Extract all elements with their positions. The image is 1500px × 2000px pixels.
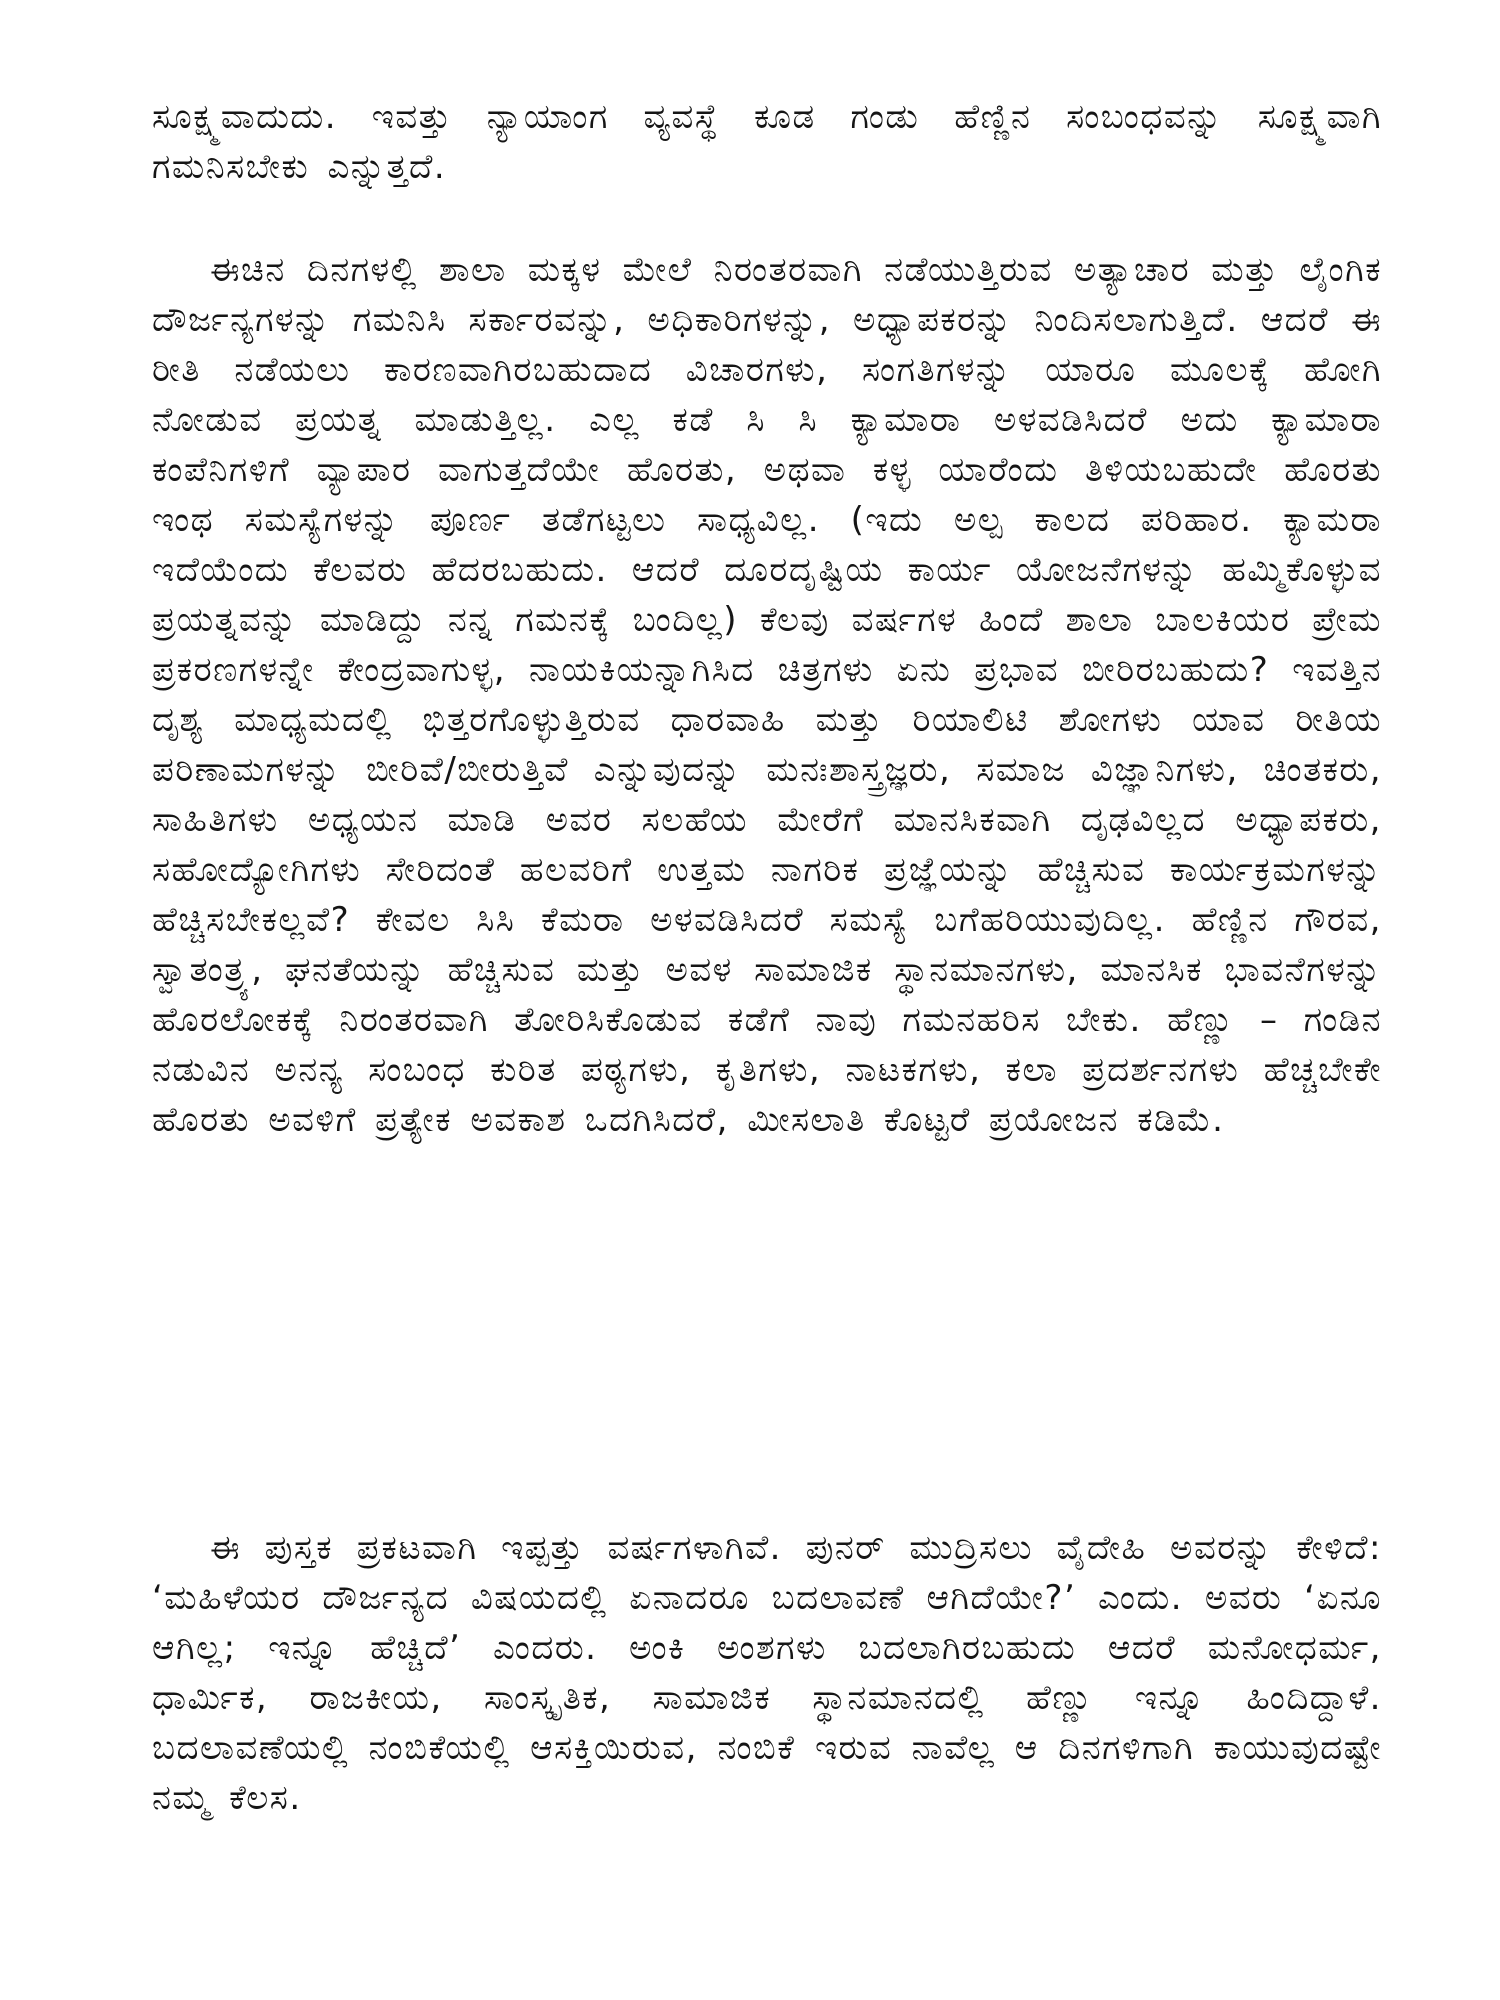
- paragraph-closing: ಈ ಪುಸ್ತಕ ಪ್ರಕಟವಾಗಿ ಇಪ್ಪತ್ತು ವರ್ಷಗಳಾಗಿವೆ. ಪುನರ್ ಮುದ್ರಿಸಲು ವೈದೇಹಿ ಅವರನ್ನು ಕೇಳಿದೆ: ‘ಮಹಿಳೆಯರ ದೌರ್ಜನ್ಯದ ವಿಷಯದಲ್ಲಿ ಏನಾದರೂ ಬದಲಾವಣೆ ಆಗಿದೆಯೇ?’ ಎಂದು. ಅವರು ‘ಏನೂ ಆಗಿಲ್ಲ; ಇನ್ನೂ ಹೆಚ್ಚಿದೆ’ ಎಂದರು. ಅಂಕಿ ಅಂಶಗಳು ಬದಲಾಗಿರಬಹುದು ಆದರೆ ಮನೋಧರ್ಮ, ಧಾರ್ಮಿಕ, ರಾಜಕೀಯ, ಸಾಂಸ್ಕೃತಿಕ, ಸಾಮಾಜಿಕ ಸ್ಥಾನಮಾನದಲ್ಲಿ ಹೆಣ್ಣು ಇನ್ನೂ ಹಿಂದಿದ್ದಾಳೆ. ಬದಲಾವಣೆಯಲ್ಲಿ ನಂಬಿಕೆಯಲ್ಲಿ ಆಸಕ್ತಿಯಿರುವ, ನಂಬಿಕೆ ಇರುವ ನಾವೆಲ್ಲ ಆ ದಿನಗಳಿಗಾಗಿ ಕಾಯುವುದಷ್ಟೇ ನಮ್ಮ ಕೆಲಸ.: [152, 1528, 1382, 1818]
- paragraph-body: ಈಚಿನ ದಿನಗಳಲ್ಲಿ ಶಾಲಾ ಮಕ್ಕಳ ಮೇಲೆ ನಿರಂತರವಾಗಿ ನಡೆಯುತ್ತಿರುವ ಅತ್ಯಾಚಾರ ಮತ್ತು ಲೈಂಗಿಕ ದೌರ್ಜನ್ಯಗಳನ್ನು ಗಮನಿಸಿ ಸರ್ಕಾರವನ್ನು, ಅಧಿಕಾರಿಗಳನ್ನು, ಅಧ್ಯಾಪಕರನ್ನು ನಿಂದಿಸಲಾಗುತ್ತಿದೆ. ಆದರೆ ಈ ರೀತಿ ನಡೆಯಲು ಕಾರಣವಾಗಿರಬಹುದಾದ ವಿಚಾರಗಳು, ಸಂಗತಿಗಳನ್ನು ಯಾರೂ ಮೂಲಕ್ಕೆ ಹೋಗಿ ನೋಡುವ ಪ್ರಯತ್ನ ಮಾಡುತ್ತಿಲ್ಲ. ಎಲ್ಲ ಕಡೆ ಸಿ ಸಿ ಕ್ಯಾಮಾರಾ ಅಳವಡಿಸಿದರೆ ಅದು ಕ್ಯಾಮಾರಾ ಕಂಪೆನಿಗಳಿಗೆ ವ್ಯಾಪಾರ ವಾಗುತ್ತದೆಯೇ ಹೊರತು, ಅಥವಾ ಕಳ್ಳ ಯಾರೆಂದು ತಿಳಿಯಬಹುದೇ ಹೊರತು ಇಂಥ ಸಮಸ್ಯೆಗಳನ್ನು ಪೂರ್ಣ ತಡೆಗಟ್ಟಲು ಸಾಧ್ಯವಿಲ್ಲ. (ಇದು ಅಲ್ಪ ಕಾಲದ ಪರಿಹಾರ. ಕ್ಯಾಮರಾ ಇದೆಯೆಂದು ಕೆಲವರು ಹೆದರಬಹುದು. ಆದರೆ ದೂರದೃಷ್ಟಿಯ ಕಾರ್ಯ ಯೋಜನೆಗಳನ್ನು ಹಮ್ಮಿಕೊಳ್ಳುವ ಪ್ರಯತ್ನವನ್ನು ಮಾಡಿದ್ದು ನನ್ನ ಗಮನಕ್ಕೆ ಬಂದಿಲ್ಲ) ಕೆಲವು ವರ್ಷಗಳ ಹಿಂದೆ ಶಾಲಾ ಬಾಲಕಿಯರ ಪ್ರೇಮ ಪ್ರಕರಣಗಳನ್ನೇ ಕೇಂದ್ರವಾಗುಳ್ಳ, ನಾಯಕಿಯನ್ನಾಗಿಸಿದ ಚಿತ್ರಗಳು ಏನು ಪ್ರಭಾವ ಬೀರಿರಬಹುದು? ಇವತ್ತಿನ ದೃಶ್ಯ ಮಾಧ್ಯಮದಲ್ಲಿ ಭಿತ್ತರಗೊಳ್ಳುತ್ತಿರುವ ಧಾರವಾಹಿ ಮತ್ತು ರಿಯಾಲಿಟಿ ಶೋಗಳು ಯಾವ ರೀತಿಯ ಪರಿಣಾಮಗಳನ್ನು ಬೀರಿವೆ/ಬೀರುತ್ತಿವೆ ಎನ್ನುವುದನ್ನು ಮನಃಶಾಸ್ತ್ರಜ್ಞರು, ಸಮಾಜ ವಿಜ್ಞಾನಿಗಳು, ಚಿಂತಕರು, ಸಾಹಿತಿಗಳು ಅಧ್ಯಯನ ಮಾಡಿ ಅವರ ಸಲಹೆಯ ಮೇರೆಗೆ ಮಾನಸಿಕವಾಗಿ ದೃಢವಿಲ್ಲದ ಅಧ್ಯಾಪಕರು, ಸಹೋದ್ಯೋಗಿಗಳು ಸೇರಿದಂತೆ ಹಲವರಿಗೆ ಉತ್ತಮ ನಾಗರಿಕ ಪ್ರಜ್ಞೆಯನ್ನು ಹೆಚ್ಚಿಸುವ ಕಾರ್ಯಕ್ರಮಗಳನ್ನು ಹೆಚ್ಚಿಸಬೇಕಲ್ಲವೆ? ಕೇವಲ ಸಿಸಿ ಕೆಮರಾ ಅಳವಡಿಸಿದರೆ ಸಮಸ್ಯೆ ಬಗೆಹರಿಯುವುದಿಲ್ಲ. ಹೆಣ್ಣಿನ ಗೌರವ, ಸ್ವಾತಂತ್ರ್ಯ, ಘನತೆಯನ್ನು ಹೆಚ್ಚಿಸುವ ಮತ್ತು ಅವಳ ಸಾಮಾಜಿಕ ಸ್ಥಾನಮಾನಗಳು, ಮಾನಸಿಕ ಭಾವನೆಗಳನ್ನು ಹೊರಲೋಕಕ್ಕೆ ನಿರಂತರವಾಗಿ ತೋರಿಸಿಕೊಡುವ ಕಡೆಗೆ ನಾವು ಗಮನಹರಿಸ ಬೇಕು. ಹೆಣ್ಣು – ಗಂಡಿನ ನಡುವಿನ ಅನನ್ಯ ಸಂಬಂಧ ಕುರಿತ ಪಠ್ಯಗಳು, ಕೃತಿಗಳು, ನಾಟಕಗಳು, ಕಲಾ ಪ್ರದರ್ಶನಗಳು ಹೆಚ್ಚಬೇಕೇ ಹೊರತು ಅವಳಿಗೆ ಪ್ರತ್ಯೇಕ ಅವಕಾಶ ಒದಗಿಸಿದರೆ, ಮೀಸಲಾತಿ ಕೊಟ್ಟರೆ ಪ್ರಯೋಜನ ಕಡಿಮೆ.: [152, 250, 1382, 1140]
- paragraph-continuation: ಸೂಕ್ಷ್ಮವಾದುದು. ಇವತ್ತು ನ್ಯಾಯಾಂಗ ವ್ಯವಸ್ಥೆ ಕೂಡ ಗಂಡು ಹೆಣ್ಣಿನ ಸಂಬಂಧವನ್ನು ಸೂಕ್ಷ್ಮವಾಗಿ ಗಮನಿಸಬೇಕು ಎನ್ನುತ್ತದೆ.: [152, 97, 1382, 187]
